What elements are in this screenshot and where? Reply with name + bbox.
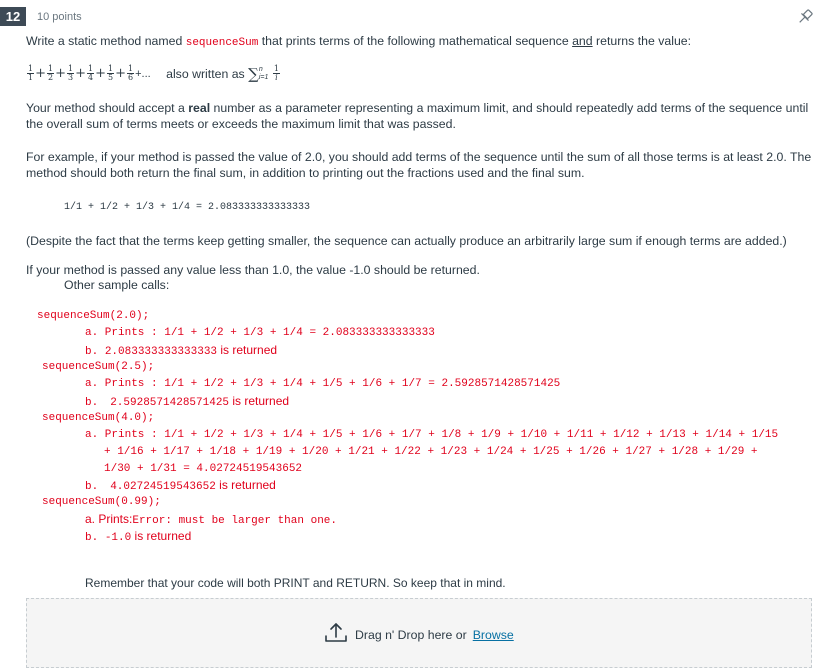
plus-sign: + bbox=[55, 65, 66, 81]
other-calls-label: Other sample calls: bbox=[64, 278, 170, 292]
sample-3-prints-line-3: 1/30 + 1/31 = 4.02724519543652 bbox=[104, 463, 303, 475]
sample-1-prints: a. Prints : 1/1 + 1/2 + 1/3 + 1/4 = 2.083333333333333 bbox=[85, 327, 435, 339]
upload-icon bbox=[323, 621, 349, 650]
plus-sign: + bbox=[95, 65, 106, 81]
sample-3-prints-line-2: + 1/16 + 1/17 + 1/18 + 1/19 + 1/20 + 1/21 + 1/22 + 1/23 + 1/24 + 1/25 + 1/26 + 1/27 + 1/28 + 1/29 + bbox=[104, 446, 758, 458]
question-prompt bbox=[26, 33, 691, 51]
sample-4-returns: b. -1.0 is returned bbox=[85, 529, 192, 544]
prompt-text-1: Write a static method named bbox=[26, 34, 186, 48]
sigma-limits: n i=1 bbox=[258, 65, 269, 81]
question-points: 10 points bbox=[37, 11, 82, 23]
plus-sign: + bbox=[115, 65, 126, 81]
sigma-symbol: ∑ bbox=[248, 64, 259, 83]
fraction-4: $\frac{1}{4}$ bbox=[88, 64, 94, 83]
fraction-3: $\frac{1}{3}$ bbox=[68, 64, 74, 83]
prompt-text-3: returns the value: bbox=[592, 34, 692, 48]
reminder-text: Remember that your code will both PRINT and RETURN. So keep that in mind. bbox=[85, 576, 506, 590]
upload-instruction: Drag n' Drop here or bbox=[355, 628, 467, 642]
sum-fraction: $\frac{1}{i}$ bbox=[273, 64, 279, 83]
file-upload-dropzone[interactable] bbox=[26, 598, 812, 668]
browse-link[interactable]: Browse bbox=[472, 628, 514, 642]
sample-3-returns: b. 4.02724519543652 is returned bbox=[85, 478, 276, 493]
description-paragraph-1: Your method should accept a real number as a parameter representing a maximum limit, and should repeatedly add terms of the sequence until the overall sum of terms meets or exceeds the maximum limit that was passed. bbox=[26, 101, 809, 131]
sample-2-returns: b. 2.5928571428571425 is returned bbox=[85, 394, 290, 409]
formula bbox=[26, 62, 281, 85]
sample-4-prints: a. Prints:Error: must be larger than one. bbox=[85, 512, 337, 527]
sample-call-2: sequenceSum(2.5); bbox=[42, 361, 155, 373]
sample-call-4: sequenceSum(0.99); bbox=[42, 496, 161, 508]
fraction-2: $\frac{1}{2}$ bbox=[48, 64, 54, 83]
plus-sign: + bbox=[75, 65, 86, 81]
fraction-1: $\frac{1}{1}$ bbox=[28, 64, 34, 83]
sample-3-prints: a. Prints : 1/1 + 1/2 + 1/3 + 1/4 + 1/5 + 1/6 + 1/7 + 1/8 + 1/9 + 1/10 + 1/11 + 1/12 + 1/13 + 1/14 + 1/15 bbox=[85, 429, 779, 441]
fraction-6: $\frac{1}{6}$ bbox=[128, 64, 134, 83]
plus-sign: + bbox=[35, 65, 46, 81]
real-keyword: real bbox=[188, 101, 211, 115]
upload-prompt bbox=[323, 623, 514, 647]
formula-trailing: +... bbox=[135, 67, 151, 80]
pin-icon[interactable] bbox=[795, 7, 815, 27]
description-paragraph-2: For example, if your method is passed the value of 2.0, you should add terms of the sequence until the sum of all those terms is at least 2.0. The method should both return the final sum, in addition to printing out the fractions used and the final sum. bbox=[26, 150, 812, 180]
method-name: sequenceSum bbox=[185, 37, 259, 49]
question-number: 12 bbox=[0, 7, 26, 26]
description-paragraph-4: If your method is passed any value less than 1.0, the value -1.0 should be returned. bbox=[26, 263, 480, 277]
sample-2-prints: a. Prints : 1/1 + 1/2 + 1/3 + 1/4 + 1/5 + 1/6 + 1/7 = 2.5928571428571425 bbox=[85, 378, 561, 390]
sample-call-3: sequenceSum(4.0); bbox=[42, 412, 155, 424]
sample-call-1: sequenceSum(2.0); bbox=[37, 310, 150, 322]
sample-1-returns: b. 2.083333333333333 is returned bbox=[85, 343, 278, 358]
also-written-label: also written as bbox=[166, 66, 245, 81]
prompt-text-2: that prints terms of the following mathematical sequence bbox=[258, 34, 573, 48]
description-paragraph-3: (Despite the fact that the terms keep getting smaller, the sequence can actually produce an arbitrarily large sum if enough terms are added.) bbox=[26, 234, 787, 248]
fraction-5: $\frac{1}{5}$ bbox=[108, 64, 114, 83]
prompt-and: and bbox=[572, 34, 593, 48]
example-output: 1/1 + 1/2 + 1/3 + 1/4 = 2.083333333333333 bbox=[64, 202, 311, 213]
